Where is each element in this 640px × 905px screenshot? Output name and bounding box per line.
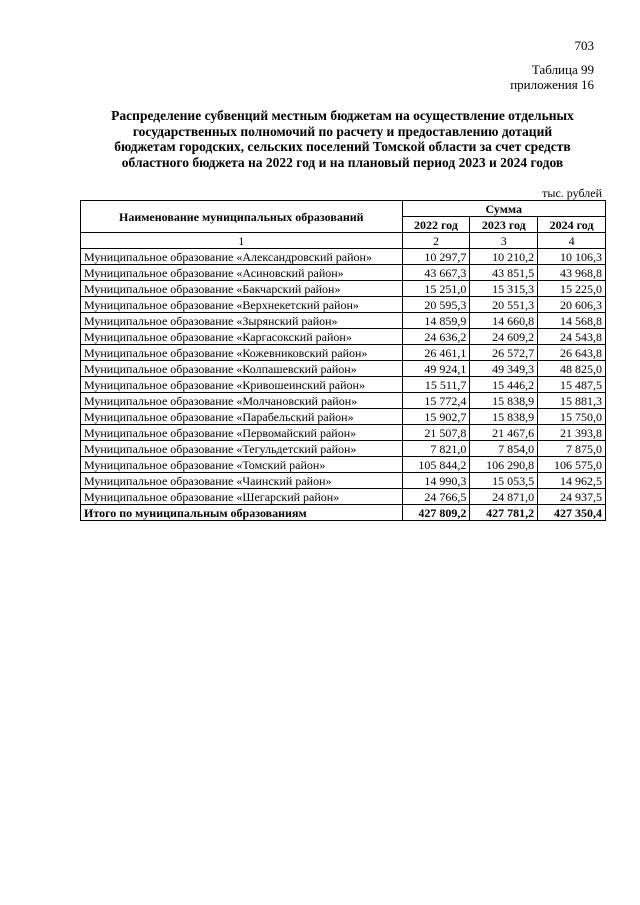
table-row (81, 393, 606, 409)
value-2024: 21 393,8 (538, 425, 606, 441)
value-2023: 43 851,5 (470, 265, 538, 281)
column-number: 1 (81, 233, 403, 249)
value-2024: 20 606,3 (538, 297, 606, 313)
municipality-name: Муниципальное образование «Кривошеинский район» (81, 377, 403, 393)
value-2022: 15 511,7 (402, 377, 470, 393)
value-2022: 14 859,9 (402, 313, 470, 329)
value-2022: 105 844,2 (402, 457, 470, 473)
header-sum: Сумма (402, 201, 605, 217)
municipality-name: Муниципальное образование «Кожевниковский район» (81, 345, 403, 361)
table-row (81, 457, 606, 473)
table-row (81, 361, 606, 377)
header-2022: 2022 год (402, 217, 470, 233)
municipality-name: Муниципальное образование «Тегульдетский район» (81, 441, 403, 457)
value-2023: 15 838,9 (470, 393, 538, 409)
value-2024: 24 543,8 (538, 329, 606, 345)
value-2022: 24 636,2 (402, 329, 470, 345)
column-number: 2 (402, 233, 470, 249)
document-title (80, 108, 605, 170)
column-number: 4 (538, 233, 606, 249)
table-body (81, 249, 606, 505)
header-2023: 2023 год (470, 217, 538, 233)
total-2022: 427 809,2 (402, 505, 470, 521)
municipality-name: Муниципальное образование «Верхнекетский район» (81, 297, 403, 313)
value-2023: 15 446,2 (470, 377, 538, 393)
municipality-name: Муниципальное образование «Чаинский район» (81, 473, 403, 489)
value-2023: 24 871,0 (470, 489, 538, 505)
value-2022: 21 507,8 (402, 425, 470, 441)
municipality-name: Муниципальное образование «Зырянский район» (81, 313, 403, 329)
total-label: Итого по муниципальным образованиям (81, 505, 403, 521)
header-name: Наименование муниципальных образований (81, 201, 403, 233)
value-2023: 10 210,2 (470, 249, 538, 265)
header-2024: 2024 год (538, 217, 606, 233)
value-2024: 14 568,8 (538, 313, 606, 329)
value-2022: 43 667,3 (402, 265, 470, 281)
value-2024: 24 937,5 (538, 489, 606, 505)
value-2022: 15 772,4 (402, 393, 470, 409)
column-number-row (81, 233, 606, 249)
value-2023: 7 854,0 (470, 441, 538, 457)
total-2023: 427 781,2 (470, 505, 538, 521)
table-row (81, 297, 606, 313)
table-row (81, 281, 606, 297)
value-2024: 15 881,3 (538, 393, 606, 409)
municipality-name: Муниципальное образование «Каргасокский район» (81, 329, 403, 345)
table-row (81, 489, 606, 505)
column-number: 3 (470, 233, 538, 249)
table-row (81, 329, 606, 345)
municipality-name: Муниципальное образование «Томский район» (81, 457, 403, 473)
table-row (81, 425, 606, 441)
value-2022: 24 766,5 (402, 489, 470, 505)
title-line1: Распределение субвенций местным бюджетам на осуществление отдельных (111, 108, 574, 123)
value-2024: 14 962,5 (538, 473, 606, 489)
table-row (81, 265, 606, 281)
value-2023: 21 467,6 (470, 425, 538, 441)
table-row (81, 313, 606, 329)
value-2023: 106 290,8 (470, 457, 538, 473)
value-2024: 15 750,0 (538, 409, 606, 425)
municipality-name: Муниципальное образование «Асиновский район» (81, 265, 403, 281)
subvention-table (80, 200, 606, 521)
table-row (81, 441, 606, 457)
municipality-name: Муниципальное образование «Первомайский район» (81, 425, 403, 441)
value-2023: 15 838,9 (470, 409, 538, 425)
municipality-name: Муниципальное образование «Парабельский район» (81, 409, 403, 425)
value-2022: 15 251,0 (402, 281, 470, 297)
title-line4: областного бюджета на 2022 год и на плановый период 2023 и 2024 годов (121, 154, 564, 170)
value-2024: 7 875,0 (538, 441, 606, 457)
value-2023: 49 349,3 (470, 361, 538, 377)
value-2022: 26 461,1 (402, 345, 470, 361)
municipality-name: Муниципальное образование «Молчановский район» (81, 393, 403, 409)
table-ref-line1: Таблица 99 (531, 62, 594, 77)
table-row (81, 473, 606, 489)
municipality-name: Муниципальное образование «Колпашевский район» (81, 361, 403, 377)
value-2023: 20 551,3 (470, 297, 538, 313)
value-2023: 24 609,2 (470, 329, 538, 345)
value-2024: 48 825,0 (538, 361, 606, 377)
page-number: 703 (574, 38, 594, 53)
value-2023: 15 315,3 (470, 281, 538, 297)
header-row-1 (81, 201, 606, 217)
value-2022: 14 990,3 (402, 473, 470, 489)
value-2022: 10 297,7 (402, 249, 470, 265)
value-2023: 14 660,8 (470, 313, 538, 329)
value-2024: 106 575,0 (538, 457, 606, 473)
table-row (81, 249, 606, 265)
total-2024: 427 350,4 (538, 505, 606, 521)
value-2022: 7 821,0 (402, 441, 470, 457)
table-reference (510, 62, 594, 92)
value-2024: 26 643,8 (538, 345, 606, 361)
value-2022: 49 924,1 (402, 361, 470, 377)
table-ref-line2: приложения 16 (510, 77, 594, 92)
table-row (81, 345, 606, 361)
title-line2: государственных полномочий по расчету и предоставлению дотаций (132, 123, 553, 139)
table-row (81, 377, 606, 393)
value-2024: 15 487,5 (538, 377, 606, 393)
municipality-name: Муниципальное образование «Шегарский район» (81, 489, 403, 505)
value-2024: 10 106,3 (538, 249, 606, 265)
value-2022: 20 595,3 (402, 297, 470, 313)
value-2024: 15 225,0 (538, 281, 606, 297)
municipality-name: Муниципальное образование «Бакчарский район» (81, 281, 403, 297)
value-2023: 15 053,5 (470, 473, 538, 489)
municipality-name: Муниципальное образование «Александровский район» (81, 249, 403, 265)
value-2022: 15 902,7 (402, 409, 470, 425)
table-row (81, 409, 606, 425)
total-row (81, 505, 606, 521)
units-label: тыс. рублей (542, 186, 602, 200)
title-line3: бюджетам городских, сельских поселений Томской области за счет средств (114, 139, 571, 154)
value-2023: 26 572,7 (470, 345, 538, 361)
value-2024: 43 968,8 (538, 265, 606, 281)
